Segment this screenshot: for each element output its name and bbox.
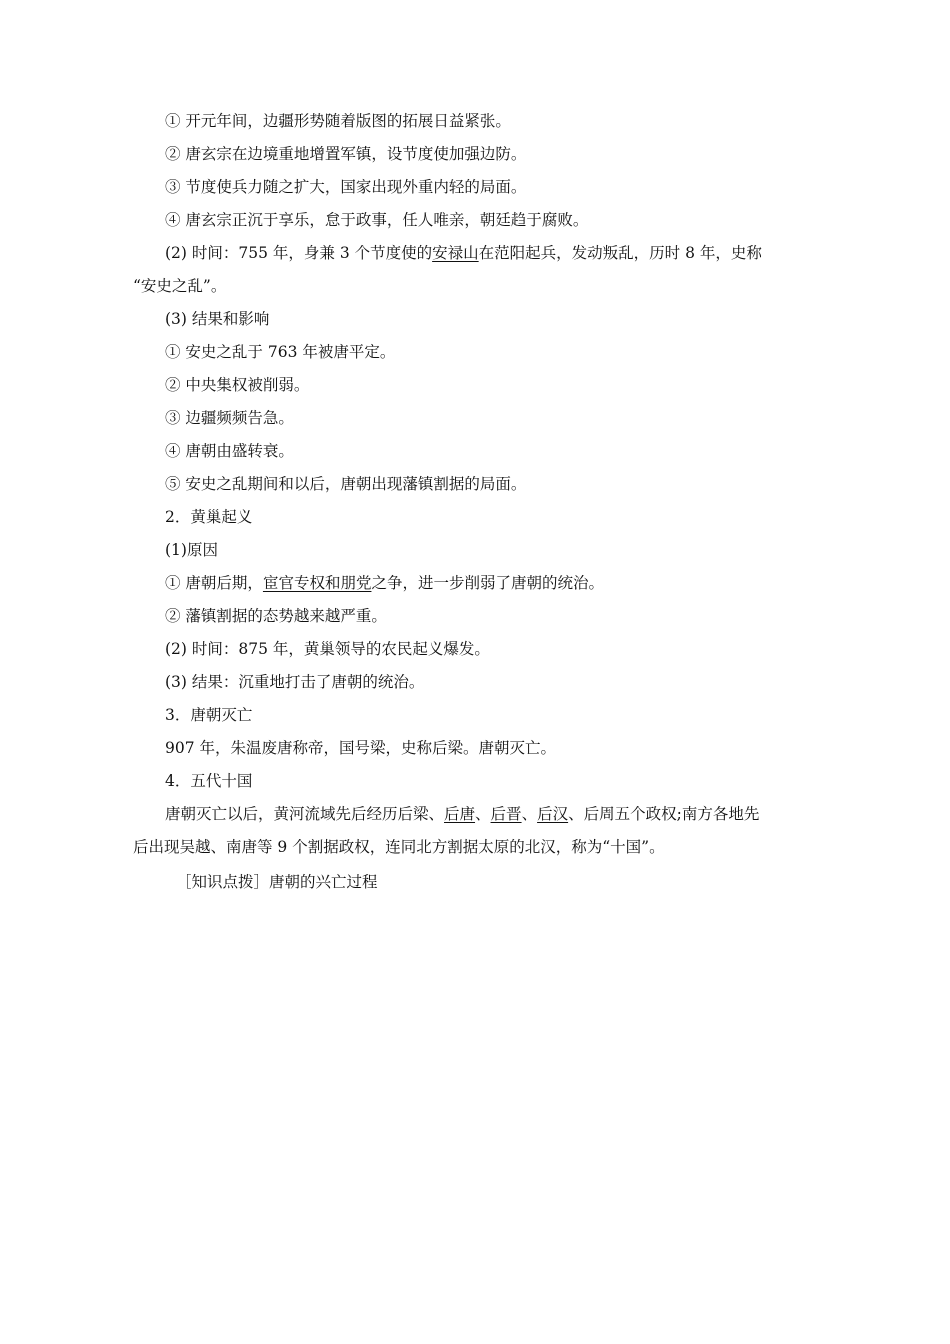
section-heading: 4．五代十国 bbox=[165, 772, 253, 790]
text-line: ③ 边疆频频告急。 bbox=[165, 409, 294, 427]
text-line bbox=[165, 804, 759, 824]
underlined-term: 后唐 bbox=[444, 805, 476, 823]
underlined-term: 后汉 bbox=[537, 805, 569, 823]
text-line bbox=[165, 573, 604, 593]
text-line: 后出现吴越、南唐等 9 个割据政权，连同北方割据太原的北汉，称为“十国”。 bbox=[133, 838, 665, 856]
section-heading: 2．黄巢起义 bbox=[165, 508, 253, 526]
text-line: (2) 时间：875 年，黄巢领导的农民起义爆发。 bbox=[165, 640, 490, 658]
text-segment: 之争，进一步削弱了唐朝的统治。 bbox=[371, 574, 604, 592]
text-line: “安史之乱”。 bbox=[133, 277, 227, 295]
underlined-term: 安禄山 bbox=[432, 244, 479, 262]
text-segment: 、后周五个政权;南方各地先 bbox=[568, 805, 760, 823]
text-line: ① 开元年间，边疆形势随着版图的拓展日益紧张。 bbox=[165, 112, 511, 130]
section-heading: 3．唐朝灭亡 bbox=[165, 706, 253, 724]
section-heading: (1)原因 bbox=[165, 541, 218, 559]
text-line: ⑤ 安史之乱期间和以后，唐朝出现藩镇割据的局面。 bbox=[165, 475, 527, 493]
underlined-term: 宦官专权和朋党 bbox=[262, 574, 372, 592]
text-line: (3) 结果：沉重地打击了唐朝的统治。 bbox=[165, 673, 425, 691]
underlined-term: 后晋 bbox=[490, 805, 522, 823]
text-line: ② 中央集权被削弱。 bbox=[165, 376, 310, 394]
section-heading: (3) 结果和影响 bbox=[165, 310, 270, 328]
text-line: 907 年，朱温废唐称帝，国号梁，史称后梁。唐朝灭亡。 bbox=[165, 739, 557, 757]
text-segment: ① 唐朝后期， bbox=[165, 574, 263, 592]
text-line: ④ 唐玄宗正沉于享乐，怠于政事，任人唯亲，朝廷趋于腐败。 bbox=[165, 211, 589, 229]
text-segment: 、 bbox=[521, 805, 538, 823]
text-line: ① 安史之乱于 763 年被唐平定。 bbox=[165, 343, 396, 361]
text-segment: 在范阳起兵，发动叛乱，历时 8 年，史称 bbox=[478, 244, 762, 262]
text-segment: 、 bbox=[475, 805, 491, 823]
knowledge-tip: ［知识点拨］唐朝的兴亡过程 bbox=[176, 873, 378, 891]
text-line: ② 唐玄宗在边境重地增置军镇，设节度使加强边防。 bbox=[165, 145, 527, 163]
text-line bbox=[165, 243, 762, 263]
text-line: ③ 节度使兵力随之扩大，国家出现外重内轻的局面。 bbox=[165, 178, 527, 196]
text-line: ④ 唐朝由盛转衰。 bbox=[165, 442, 294, 460]
text-line: ② 藩镇割据的态势越来越严重。 bbox=[165, 607, 387, 625]
text-segment: (2) 时间：755 年，身兼 3 个节度使的 bbox=[165, 244, 433, 262]
text-segment: 唐朝灭亡以后，黄河流域先后经历后梁、 bbox=[165, 805, 445, 823]
